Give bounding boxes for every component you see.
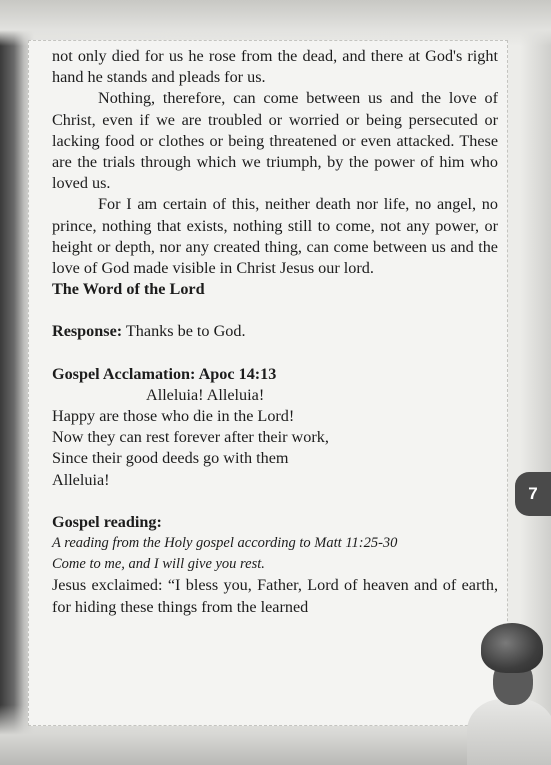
page-number-tab: 7 (515, 472, 551, 516)
reading-content (52, 46, 498, 618)
acclamation-line: Alleluia! (52, 470, 110, 489)
paragraph-1: not only died for us he rose from the dead, and there at God's right hand he stands and pleads for us. (52, 47, 498, 87)
response-label: Response: (52, 322, 123, 341)
acclamation-line: Now they can rest forever after their work, (52, 428, 329, 447)
response-line (52, 321, 498, 342)
portrait-image (459, 615, 551, 765)
acclamation-line: Happy are those who die in the Lord! (52, 407, 295, 426)
acclamation-line: Since their good deeds go with them (52, 449, 289, 468)
acclamation-line: Alleluia! Alleluia! (146, 385, 265, 404)
gospel-source: A reading from the Holy gospel according to Matt 11:25-30 (52, 535, 398, 552)
gospel-text: Jesus exclaimed: “I bless you, Father, Lord of heaven and of earth, for hiding these things from the learned (52, 576, 498, 616)
word-of-the-lord: The Word of the Lord (52, 280, 205, 299)
paragraph-2: Nothing, therefore, can come between us and the love of Christ, even if we are troubled or worried or being persecuted or lacking food or clothes or being threatened or even attacked. These are the trials through which we triumph, by the power of him who loved us. (52, 89, 498, 193)
response-text: Thanks be to God. (122, 322, 246, 341)
acclamation-heading: Gospel Acclamation: Apoc 14:13 (52, 364, 277, 383)
paragraph-3: For I am certain of this, neither death nor life, no angel, no prince, nothing that exists, nothing still to come, not any power, or height or depth, nor any created thing, can come between us and the love of God made visible in Christ Jesus our lord. (52, 195, 498, 278)
gospel-heading: Gospel reading: (52, 512, 162, 531)
gospel-subtitle: Come to me, and I will give you rest. (52, 556, 265, 573)
